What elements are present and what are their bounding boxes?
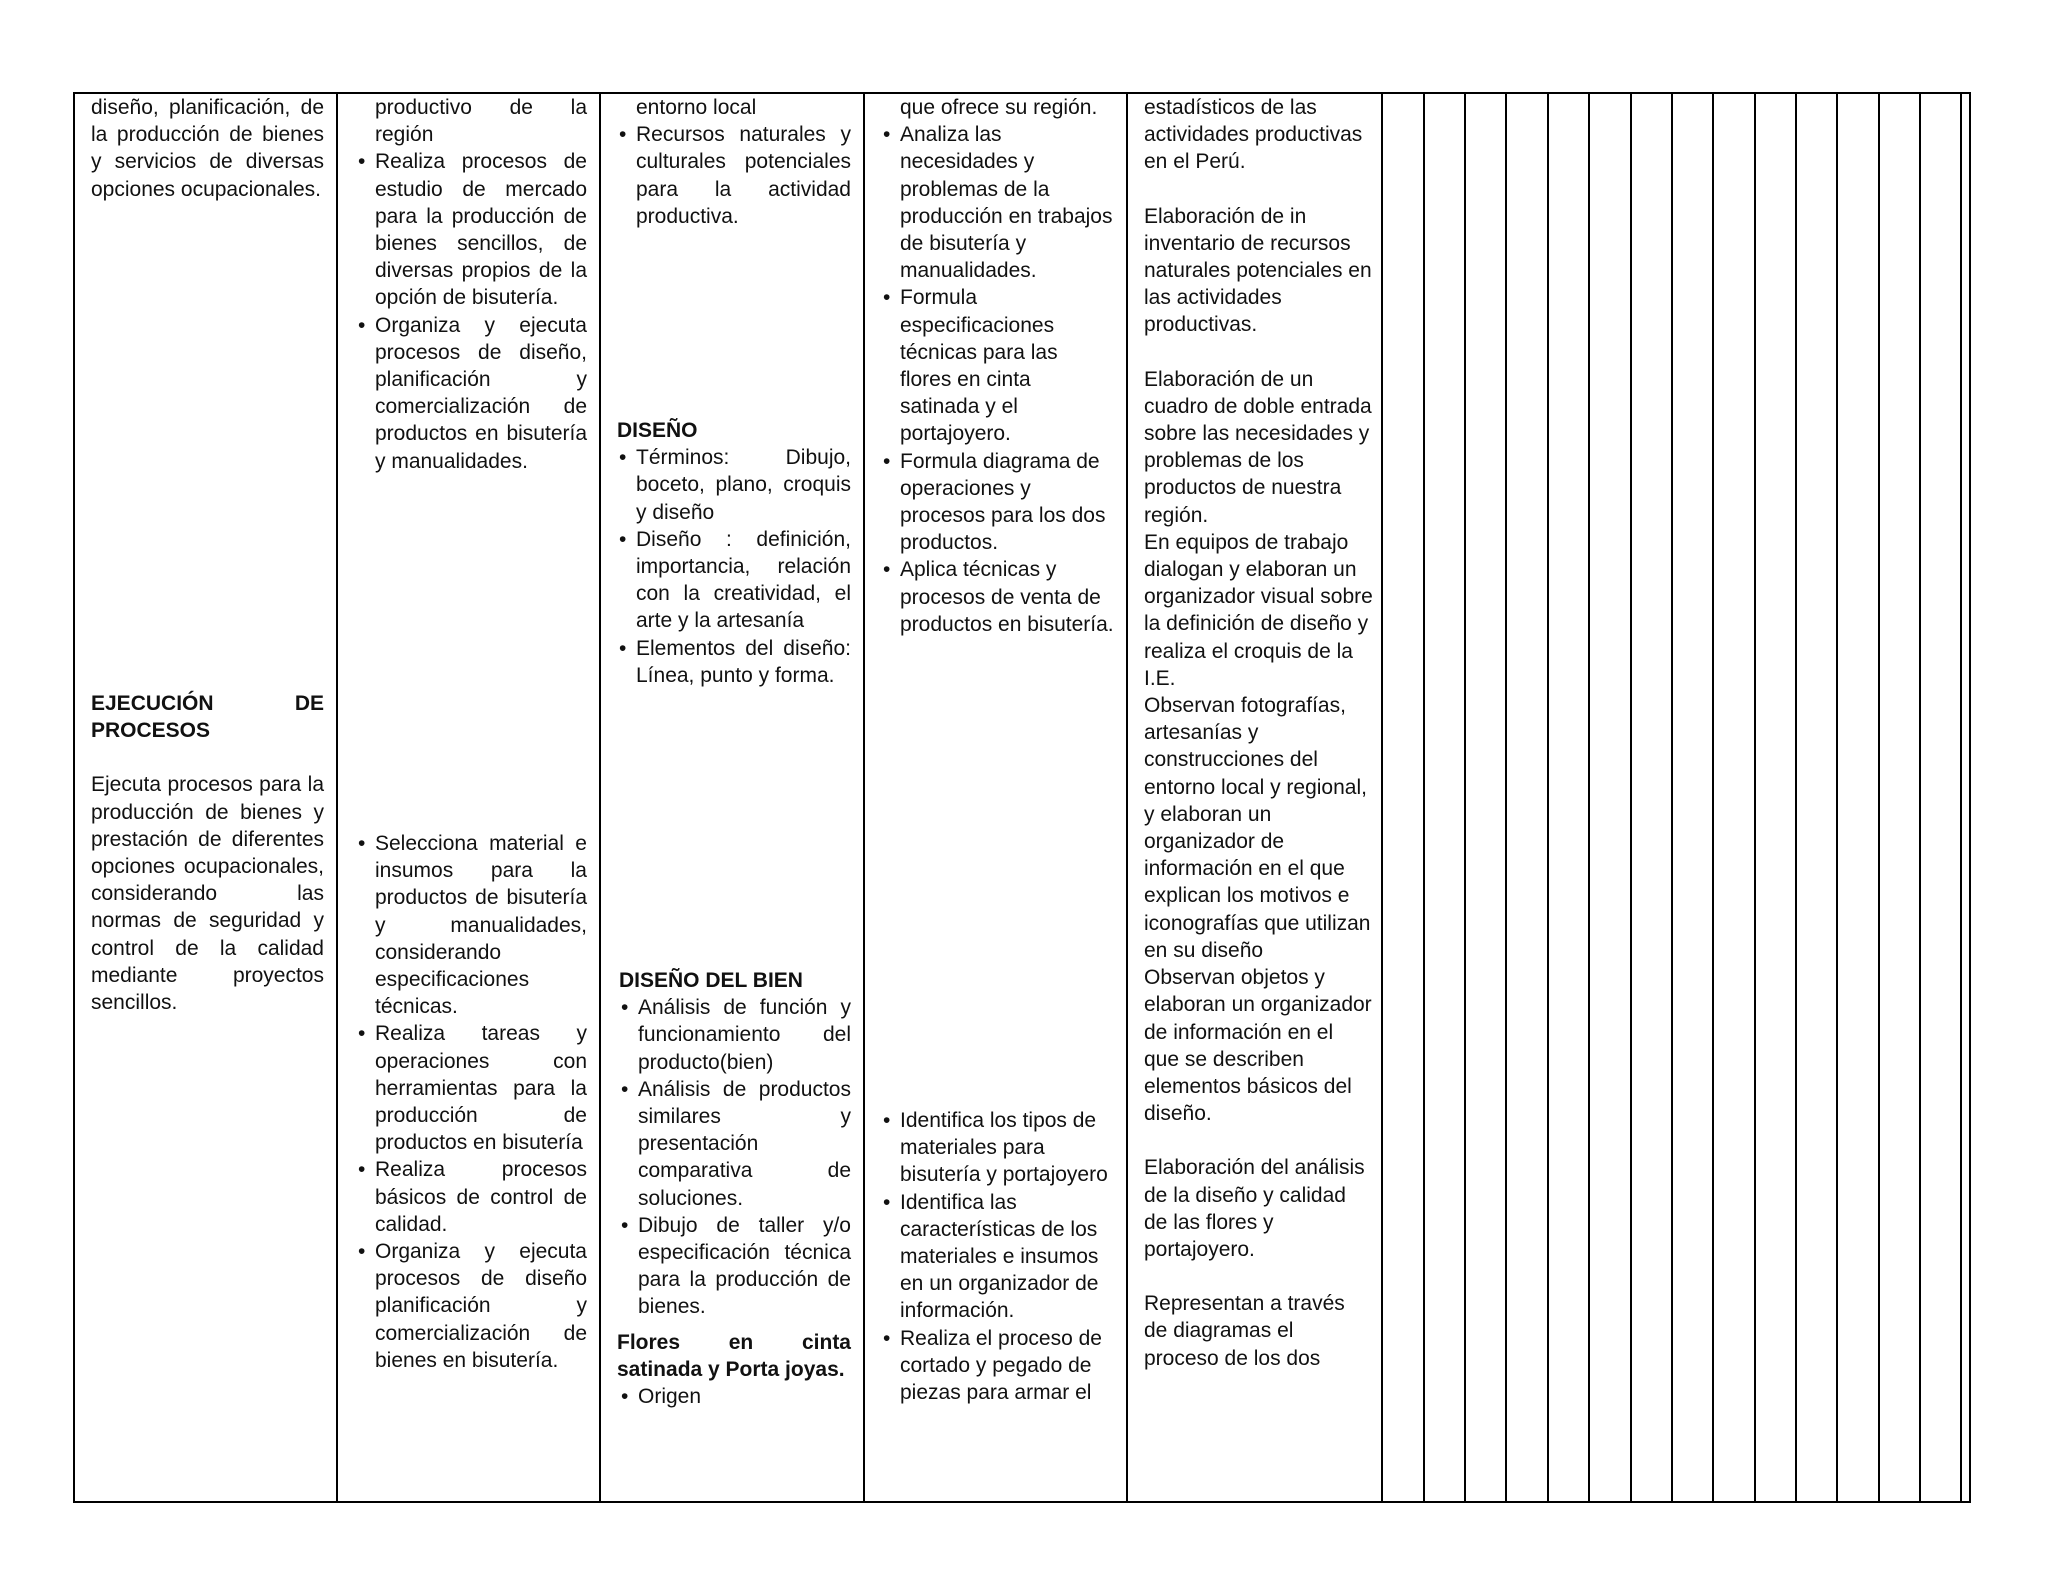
content-continuation: entorno local [636, 96, 757, 119]
schedule-column [1714, 94, 1756, 1501]
strategy-paragraph: Representan a través de diagramas el proceso de los dos [1144, 1292, 1345, 1370]
indicator-list-top [356, 148, 587, 474]
strategy-paragraph: Observan fotografías, artesanías y construcciones del entorno local y regional, y elaboran un organizador de información en el que explican los motivos e iconografías que utilizan en su diseño [1144, 694, 1371, 962]
schedule-column [1425, 94, 1466, 1501]
schedule-column [1466, 94, 1507, 1501]
list-item: • Origen [619, 1383, 851, 1410]
strategy-paragraph: Elaboración de un cuadro de doble entrada sobre las necesidades y problemas de los productos de nuestra región. [1144, 367, 1372, 527]
schedule-column [1507, 94, 1549, 1501]
table-frame [73, 92, 1971, 1503]
indicator-list-bottom [356, 830, 587, 1374]
section-text-ejecucion: Ejecuta procesos para la producción de bienes y prestación de diferentes opciones ocupacionales, considerando las normas de seguridad y control de la calidad mediante proyectos sencillos. [91, 773, 324, 1015]
schedule-column [1921, 94, 1962, 1501]
list-item: • Análisis de función y funcionamiento del producto(bien) [619, 994, 851, 1076]
schedule-column [1756, 94, 1797, 1501]
list-item: • Organiza y ejecuta procesos de diseño, planificación y comercialización de productos en bisutería y manualidades. [356, 312, 587, 475]
list-item: • Selecciona material e insumos para la productos de bisutería y manualidades, considerando especificaciones técnicas. [356, 830, 587, 1020]
list-item: • Identifica las características de los materiales e insumos en un organizador de información. [881, 1189, 1114, 1325]
activity-list-top [881, 121, 1114, 638]
capacity-text-top: diseño, planificación, de la producción de bienes y servicios de diversas opciones ocupacionales. [91, 96, 324, 201]
schedule-column [1673, 94, 1714, 1501]
list-item: • Diseño : definición, importancia, relación con la creatividad, el arte y la artesanía [617, 526, 851, 635]
strategy-paragraph: En equipos de trabajo dialogan y elaboran un organizador visual sobre la definición de diseño y realiza el croquis de la I.E. [1144, 530, 1373, 690]
list-item: • Recursos naturales y culturales potenciales para la actividad productiva. [617, 121, 851, 230]
list-item: • Análisis de productos similares y presentación comparativa de soluciones. [619, 1076, 851, 1212]
strategy-paragraph: Elaboración de in inventario de recursos naturales potenciales en las actividades productivas. [1144, 204, 1372, 337]
list-item: • Realiza el proceso de cortado y pegado de piezas para armar el [881, 1325, 1114, 1407]
column-indicadores [338, 94, 601, 1501]
section-title-diseno-del-bien: DISEÑO DEL BIEN [619, 969, 803, 992]
schedule-column [1590, 94, 1632, 1501]
schedule-column [1549, 94, 1590, 1501]
list-item: • Formula especificaciones técnicas para las flores en cinta satinada y el portajoyero. [881, 284, 1114, 447]
list-item: • Identifica los tipos de materiales para bisutería y portajoyero [881, 1107, 1114, 1189]
column-capacidades [75, 94, 338, 1501]
schedule-column [1797, 94, 1838, 1501]
section-title-diseno: DISEÑO [617, 419, 698, 442]
schedule-column [1383, 94, 1425, 1501]
list-item: • Elementos del diseño: Línea, punto y forma. [617, 635, 851, 689]
content-list-diseno [617, 444, 851, 689]
strategy-paragraph: estadísticos de las actividades productivas en el Perú. [1144, 96, 1363, 174]
list-item: • Realiza procesos de estudio de mercado para la producción de bienes sencillos, de diversas propios de la opción de bisutería. [356, 148, 587, 311]
section-title-ejecucion: EJECUCIÓN DE PROCESOS [91, 692, 324, 743]
strategy-paragraph: Elaboración del análisis de la diseño y calidad de las flores y portajoyero. [1144, 1156, 1365, 1261]
column-estrategias [1128, 94, 1383, 1501]
column-actividades [865, 94, 1128, 1501]
schedule-column [1632, 94, 1673, 1501]
list-item: • Analiza las necesidades y problemas de la producción en trabajos de bisutería y manualidades. [881, 121, 1114, 284]
list-item: • Términos: Dibujo, boceto, plano, croquis y diseño [617, 444, 851, 526]
content-list-bien [619, 994, 851, 1320]
schedule-column [1838, 94, 1880, 1501]
activity-continuation: que ofrece su región. [900, 96, 1098, 119]
column-conocimientos [601, 94, 865, 1501]
content-list-top [617, 121, 851, 230]
list-item: • Aplica técnicas y procesos de venta de productos en bisutería. [881, 556, 1114, 638]
list-item: • Realiza tareas y operaciones con herramientas para la producción de productos en bisutería [356, 1020, 587, 1156]
schedule-column [1880, 94, 1921, 1501]
section-title-flores: Flores en cinta satinada y Porta joyas. [617, 1330, 851, 1381]
list-item: • Dibujo de taller y/o especificación técnica para la producción de bienes. [619, 1212, 851, 1321]
list-item: • Organiza y ejecuta procesos de diseño planificación y comercialización de bienes en bisutería. [356, 1238, 587, 1374]
list-item: • Realiza procesos básicos de control de calidad. [356, 1156, 587, 1238]
list-item: • Formula diagrama de operaciones y procesos para los dos productos. [881, 448, 1114, 557]
content-list-flores [619, 1383, 851, 1410]
activity-list-bottom [881, 1107, 1114, 1406]
strategy-paragraph: Observan objetos y elaboran un organizador de información en el que se describen elementos básicos del diseño. [1144, 966, 1372, 1126]
indicator-continuation: productivo de la región [375, 96, 587, 147]
